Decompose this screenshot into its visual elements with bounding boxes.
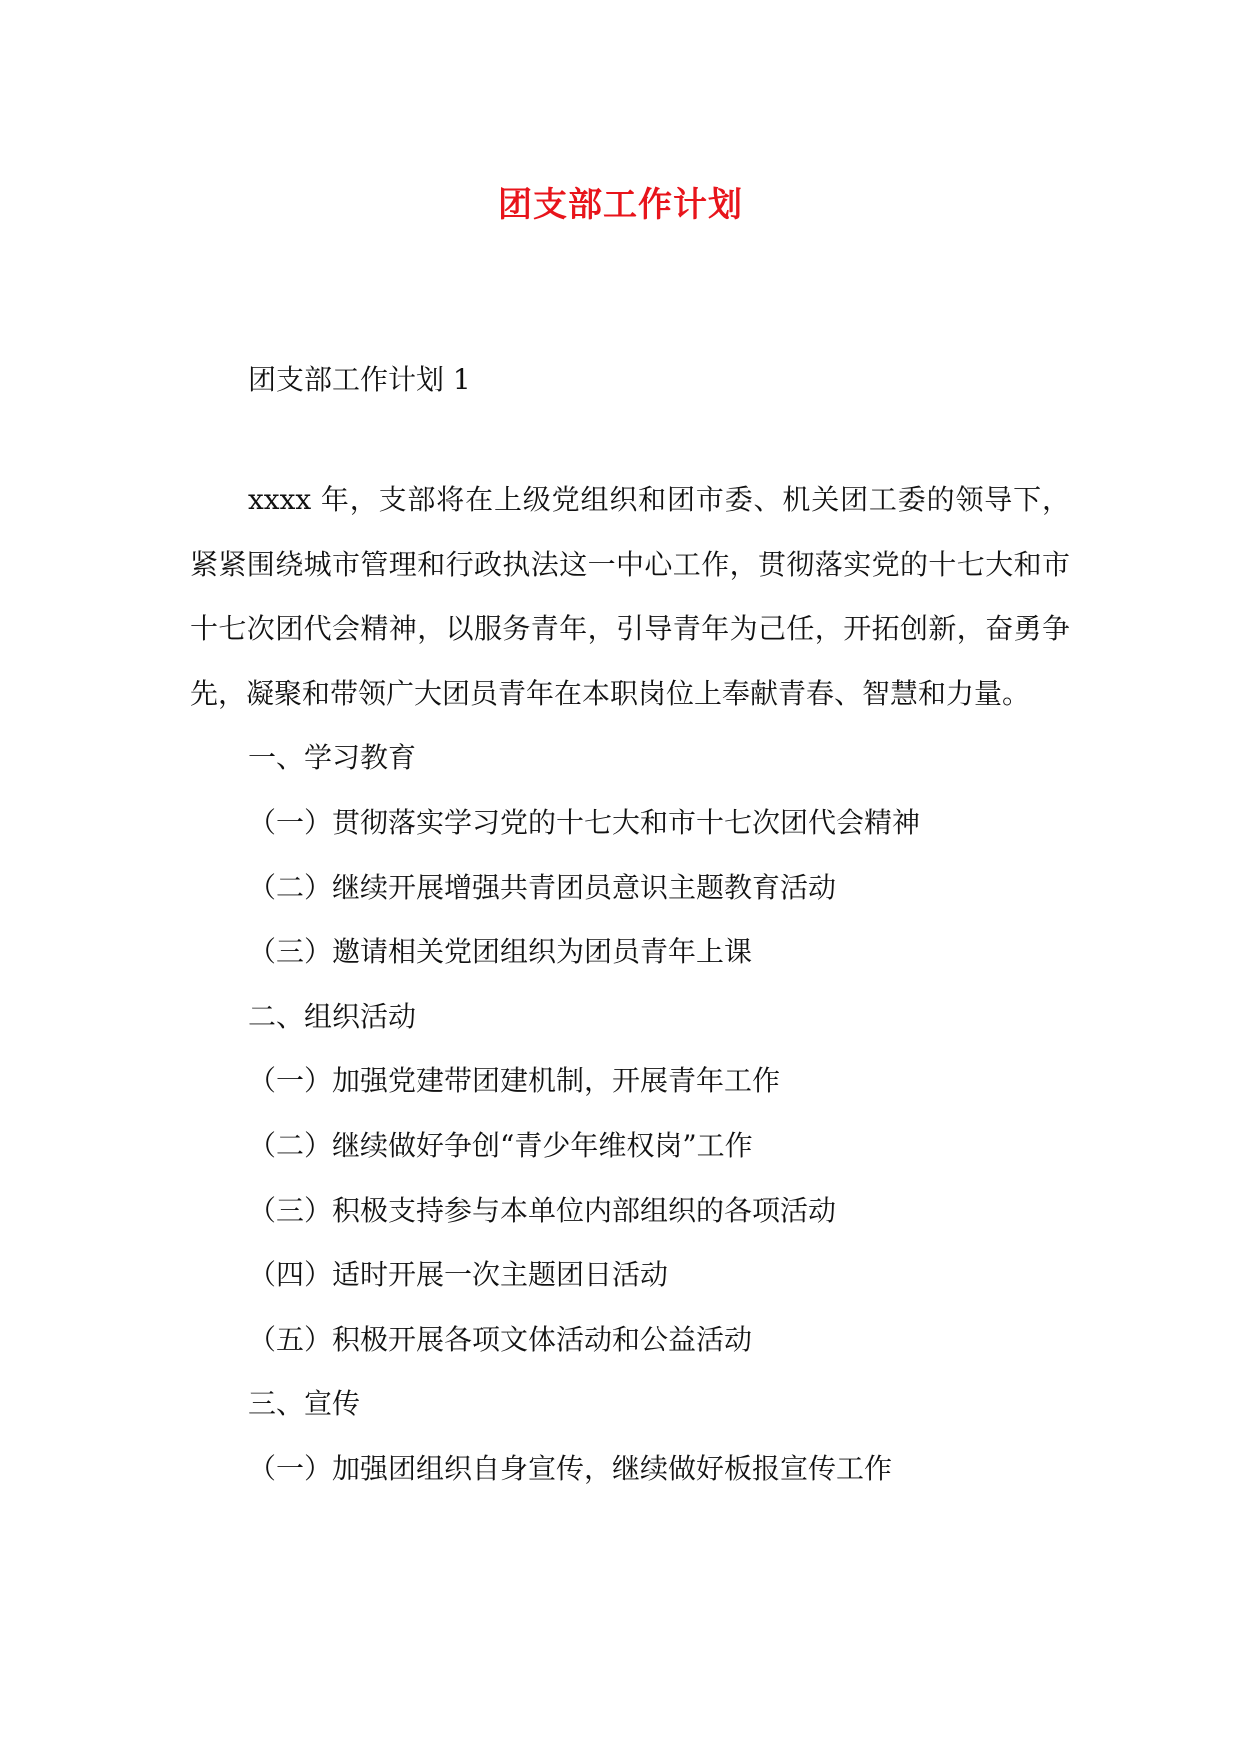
plan-subtitle: 团支部工作计划 1 [248,363,471,396]
outline-item: （一）加强团组织自身宣传，继续做好板报宣传工作 [248,1451,893,1485]
outline-item: （三）积极支持参与本单位内部组织的各项活动 [248,1193,837,1227]
intro-paragraph: xxxx 年，支部将在上级党组织和团市委、机关团工委的领导下，紧紧围绕城市管理和行政执法这一中心工作，贯彻落实党的十七大和市十七次团代会精神，以服务青年，引导青年为己任，开拓创新，奋勇争先，凝聚和带领广大团员青年在本职岗位上奉献青春、智慧和力量。 [190,483,1070,710]
outline-heading-activities: 二、组织活动 [248,999,417,1033]
outline-item: （五）积极开展各项文体活动和公益活动 [248,1322,753,1356]
outline-item: （二）继续做好争创“青少年维权岗”工作 [248,1128,753,1162]
outline-item: （二）继续开展增强共青团员意识主题教育活动 [248,870,837,904]
document-body [190,358,1070,1502]
outline-item: （一）加强党建带团建机制，开展青年工作 [248,1064,781,1098]
document-title: 团支部工作计划 [498,184,743,225]
outline-heading-study: 一、学习教育 [248,741,417,775]
outline-item: （三）邀请相关党团组织为团员青年上课 [248,935,753,969]
outline-item: （四）适时开展一次主题团日活动 [248,1258,669,1292]
outline-heading-publicity: 三、宣传 [248,1387,361,1421]
outline-item: （一）贯彻落实学习党的十七大和市十七次团代会精神 [248,805,921,839]
plan-outline [190,726,1070,1501]
